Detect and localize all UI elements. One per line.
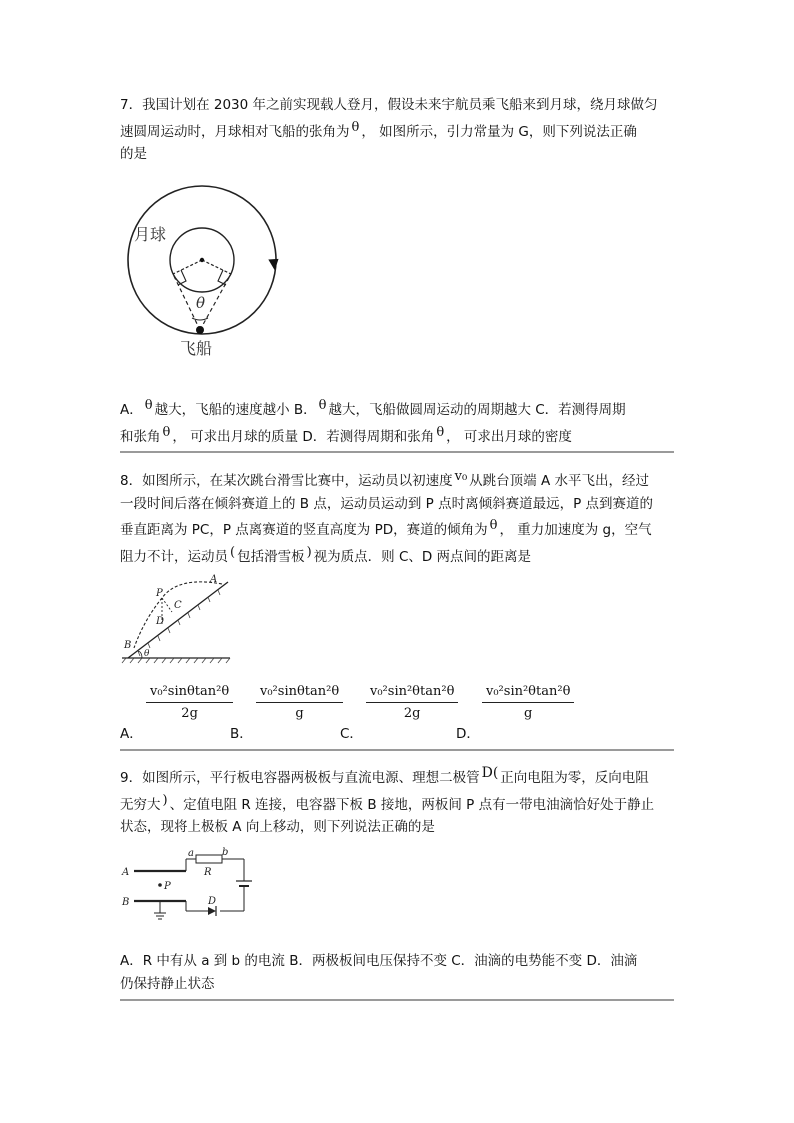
- spaceship-label: 飞船: [180, 339, 213, 358]
- droplet-p-label: P: [164, 881, 171, 892]
- point-c-label: C: [174, 600, 182, 611]
- q8-option-b-formula: $\frac{\text{v₀²sinθtan²θ}}{g}$: [256, 684, 343, 721]
- q9-options: [120, 950, 676, 995]
- q8-line-3: 垂直距离为 PC，P 点离赛道的竖直高度为 PD，赛道的倾角为 θ ， 重力加速度为 g，空气: [120, 518, 652, 538]
- point-b-lower-label: b: [222, 847, 229, 858]
- slope-angle-label: θ: [144, 649, 150, 659]
- q9-line-2: 无穷大 ) 、定值电阻 R 连接，电容器下板 B 接地，两板间 P 点有一带电油滴恰好处于静止: [120, 792, 655, 813]
- q8-option-c-label: C．: [340, 726, 363, 742]
- q8-option-d-label: D．: [456, 726, 480, 742]
- q7-options: [120, 395, 676, 448]
- diode-label: D: [208, 896, 217, 907]
- point-a-lower-label: a: [188, 848, 194, 859]
- q9-line-3: 状态，现将上极板 A 向上移动，则下列说法正确的是: [120, 819, 435, 835]
- separator-3: [120, 999, 674, 1001]
- q8-option-c-formula: $\frac{\text{v₀²sin²θtan²θ}}{2g}$: [366, 684, 458, 721]
- separator-2: [120, 749, 674, 751]
- q7-line-2: 速圆周运动时，月球相对飞船的张角为 θ ， 如图所示，引力常量为 G，则下列说法正确: [120, 119, 637, 140]
- theta-symbol: θ: [351, 119, 360, 135]
- point-b-label: B: [124, 640, 132, 651]
- v0-symbol: v₀: [454, 469, 468, 484]
- question-8: [120, 466, 676, 568]
- q8-option-a-formula: $\frac{\text{v₀²sinθtan²θ}}{2g}$: [146, 684, 233, 721]
- q8-line-4: 阻力不计，运动员 ( 包括滑雪板 ) 视为质点．则 C、D 两点间的距离是: [120, 544, 532, 565]
- plate-a-label: A: [122, 867, 130, 878]
- q7-line-3: 的是: [120, 146, 147, 162]
- q8-line-2: 一段时间后落在倾斜赛道上的 B 点，运动员运动到 P 点时离倾斜赛道最远，P 点到赛道的: [120, 495, 653, 512]
- q7-options-line-1: A． θ 越大，飞船的速度越小 B． θ 越大，飞船做圆周运动的周期越大 C．若测得周期: [120, 398, 626, 418]
- q9-options-line-1: A．R 中有从 a 到 b 的电流 B．两极板间电压保持不变 C．油滴的电势能不变 D．油滴: [120, 953, 638, 969]
- diode-symbol-text: D(: [481, 765, 499, 781]
- theta-angle-label: θ: [196, 294, 206, 312]
- separator-1: [120, 451, 674, 453]
- q8-line-1: 8．如图所示，在某次跳台滑雪比赛中，运动员以初速度 v₀ 从跳台顶端 A 水平飞出，经过: [120, 469, 649, 489]
- q7-figure-orbit: [120, 182, 290, 362]
- resistor-label: R: [204, 867, 212, 878]
- question-7: [120, 94, 676, 166]
- question-9: [120, 762, 676, 839]
- q9-options-line-2: 仍保持静止状态: [120, 975, 215, 992]
- q8-option-b-label: B．: [230, 726, 253, 742]
- q8-figure-ski-slope: [118, 572, 238, 668]
- q8-options: [120, 684, 676, 742]
- point-d-label: D: [156, 616, 165, 627]
- point-a-label: A: [210, 574, 218, 585]
- q7-options-line-2: 和张角 θ ， 可求出月球的质量 D．若测得周期和张角 θ ， 可求出月球的密度: [120, 424, 572, 445]
- q9-figure-circuit: [120, 845, 256, 925]
- moon-label: 月球: [134, 225, 167, 244]
- q8-option-d-formula: $\frac{\text{v₀²sin²θtan²θ}}{g}$: [482, 684, 574, 721]
- q7-line-1: 7．我国计划在 2030 年之前实现载人登月，假设未来宇航员乘飞船来到月球，绕月球做匀: [120, 97, 658, 113]
- plate-b-label: B: [122, 897, 130, 908]
- q8-option-a-label: A．: [120, 726, 143, 742]
- point-p-label: P: [156, 588, 163, 599]
- q9-line-1: 9．如图所示，平行板电容器两极板与直流电源、理想二极管 D( 正向电阻为零，反向电阻: [120, 765, 649, 786]
